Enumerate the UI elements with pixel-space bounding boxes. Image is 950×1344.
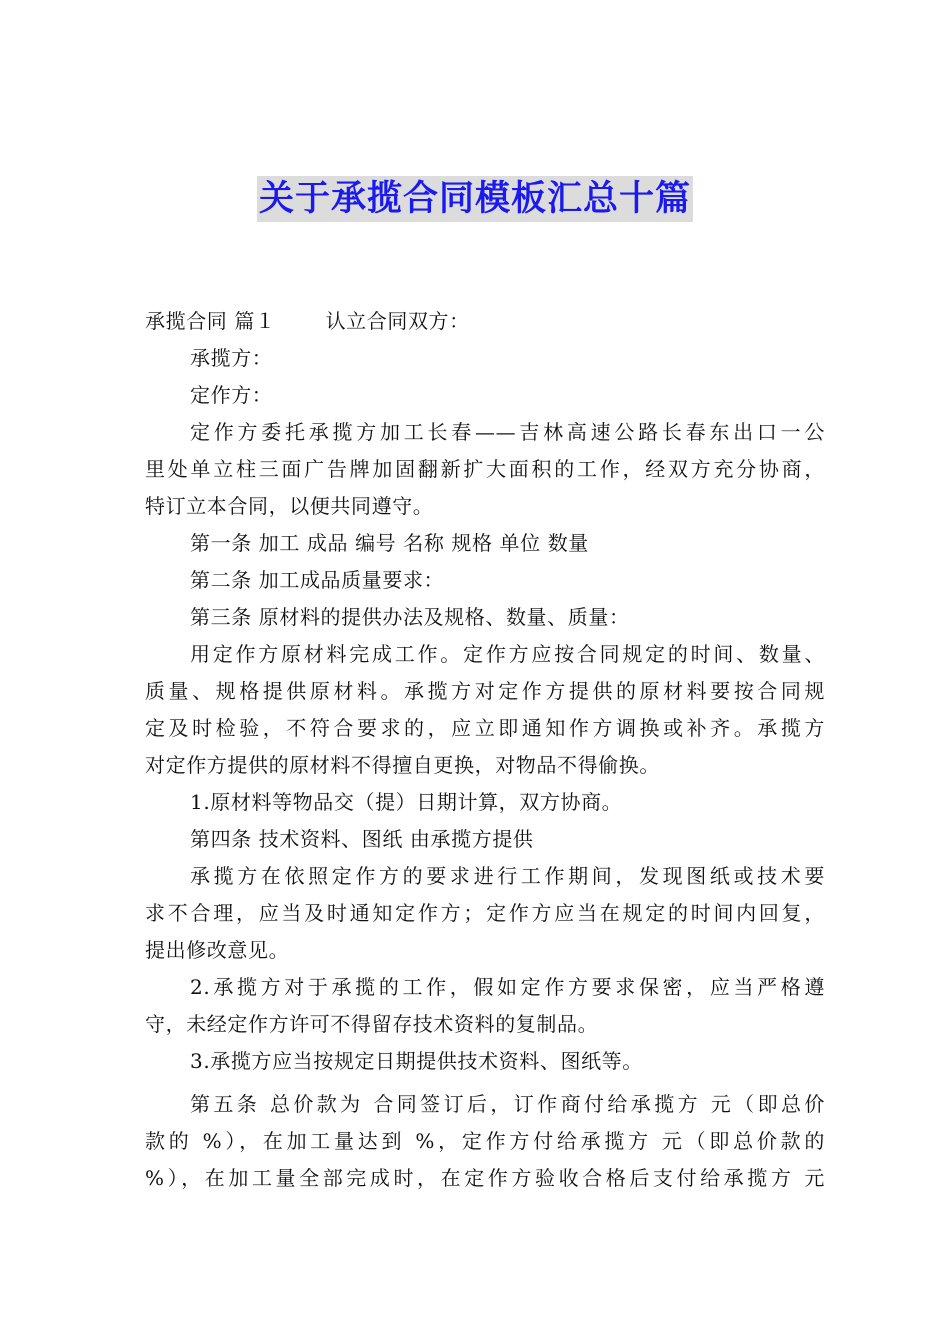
- numbered-item-3: 3.承揽方应当按规定日期提供技术资料、图纸等。: [190, 1049, 643, 1073]
- client-line: 定作方：: [190, 383, 273, 407]
- article-1-line: 第一条 加工 成品 编号 名称 规格 单位 数量: [190, 531, 589, 555]
- article-4-line: 第四条 技术资料、图纸 由承揽方提供: [190, 827, 534, 851]
- title-block: [0, 176, 950, 222]
- text-line: 提出修改意见。: [145, 938, 290, 962]
- text-line: 守，未经定作方许可不得留存技术资料的复制品。: [145, 1012, 599, 1036]
- numbered-item-1: 1.原材料等物品交（提）日期计算，双方协商。: [190, 790, 623, 814]
- contractor-line: 承揽方：: [190, 346, 273, 370]
- text-line: 承揽方在依照定作方的要求进行工作期间，发现图纸或技术要: [190, 864, 825, 888]
- article-3-line: 第三条 原材料的提供办法及规格、数量、质量：: [190, 605, 630, 629]
- text-line: 质量、规格提供原材料。承揽方对定作方提供的原材料要按合同规: [145, 679, 825, 703]
- text-line: 定作方委托承揽方加工长春——吉林高速公路长春东出口一公: [190, 420, 825, 444]
- text-line: %），在加工量全部完成时，在定作方验收合格后支付给承揽方 元: [145, 1166, 825, 1190]
- parties-label: 认立合同双方：: [325, 309, 470, 333]
- numbered-item-2: 2.承揽方对于承揽的工作，假如定作方要求保密，应当严格遵: [190, 975, 825, 999]
- text-line: 里处单立柱三面广告牌加固翻新扩大面积的工作，经双方充分协商，: [145, 457, 825, 481]
- article-2-line: 第二条 加工成品质量要求：: [190, 568, 445, 592]
- text-line: 对定作方提供的原材料不得擅自更换，对物品不得偷换。: [145, 753, 660, 777]
- text-line: 定及时检验，不符合要求的，应立即通知作方调换或补齐。承揽方: [145, 716, 825, 740]
- article-5-line: 第五条 总价款为 合同签订后，订作商付给承揽方 元（即总价: [190, 1092, 825, 1116]
- text-line: 特订立本合同，以便共同遵守。: [145, 494, 434, 518]
- contract-number-label: 承揽合同 篇１: [145, 309, 276, 333]
- paragraph-heading-line: [145, 303, 825, 340]
- text-line: 求不合理，应当及时通知定作方；定作方应当在规定的时间内回复，: [145, 901, 825, 925]
- text-line: 款的 %），在加工量达到 %，定作方付给承揽方 元（即总价款的: [145, 1129, 825, 1153]
- document-title: 关于承揽合同模板汇总十篇: [257, 176, 693, 222]
- text-line: 用定作方原材料完成工作。定作方应按合同规定的时间、数量、: [190, 642, 825, 666]
- document-body: [145, 303, 825, 1197]
